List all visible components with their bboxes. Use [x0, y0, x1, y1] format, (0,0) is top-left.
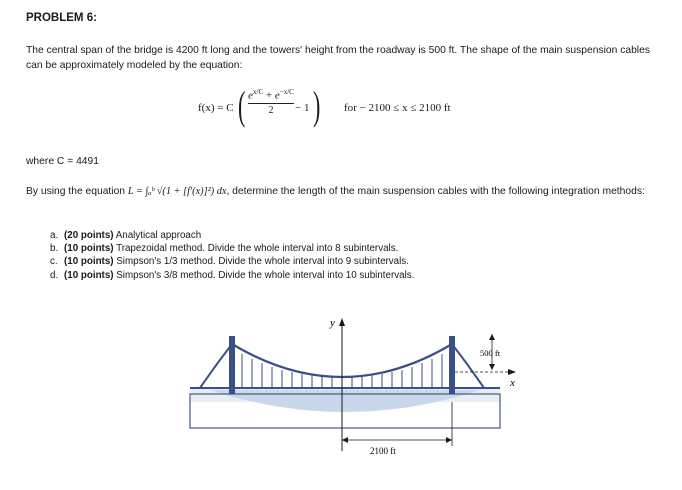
equation-denominator: 2 [268, 104, 274, 116]
left-tower [229, 336, 235, 394]
list-item: c. (10 points) Simpson's 1/3 method. Divide the whole interval into 9 subintervals. [50, 256, 409, 268]
left-side-cable [200, 344, 232, 388]
cable-equation [198, 84, 538, 136]
equation-minus-one: − 1 [295, 102, 310, 114]
arc-length-instruction [26, 184, 676, 200]
x-axis-label: x [510, 377, 515, 389]
instruction-prefix: By using the equation [26, 186, 126, 197]
problem-intro: The central span of the bridge is 4200 ft long and the towers' height from the roadway is 500 ft. The shape of the main suspension cables can be approximately modeled by the equation: [26, 45, 650, 71]
where-constant: where C = 4491 [26, 156, 99, 167]
arc-length-formula: L = ∫ₐᵇ √(1 + [f′(x)]²) dx [127, 186, 227, 197]
right-tower [449, 336, 455, 394]
instruction-suffix: , determine the length of the main suspension cables with the following integration methods: [226, 186, 645, 197]
equation-range: for − 2100 ≤ x ≤ 2100 ft [344, 102, 451, 114]
cable-sag-shading [210, 390, 480, 412]
list-item: b. (10 points) Trapezoidal method. Divide the whole interval into 8 subintervals. [50, 243, 399, 255]
list-item: d. (10 points) Simpson's 3/8 method. Divide the whole interval into 10 subintervals. [50, 269, 415, 281]
height-label: 500 ft [480, 348, 501, 358]
left-paren: ( [237, 83, 246, 128]
methods-list [50, 229, 414, 282]
equation-fraction [248, 88, 294, 116]
y-axis-label: y [330, 317, 335, 329]
y-axis-arrow [339, 318, 345, 326]
span-label: 2100 ft [370, 446, 396, 456]
list-item: a. (20 points) Analytical approach [50, 230, 202, 241]
equation-lhs: f(x) = C [198, 102, 234, 114]
x-axis-arrow [508, 369, 516, 375]
right-paren: ) [312, 83, 321, 128]
problem-title: PROBLEM 6: [26, 12, 97, 24]
bridge-diagram [180, 306, 530, 466]
equation-numerator: $e^{x/C} + e^{-x/C}$ [248, 88, 294, 102]
